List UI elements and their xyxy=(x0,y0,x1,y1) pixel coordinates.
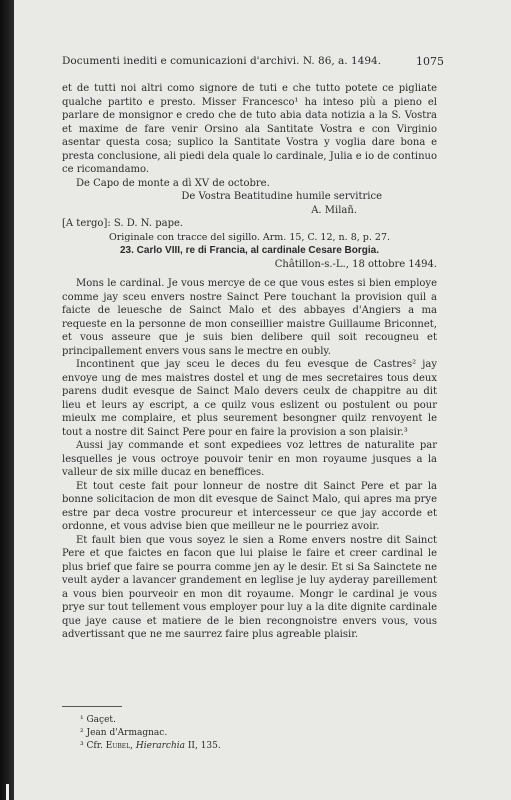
footnote-title: Hierarchia xyxy=(135,741,185,751)
document-paragraph: Incontinent que jay sceu le deces du feu evesque de Castres² jay envoye ung de mes maistres dostel et ung de mes secretaires tous deux parens dudit evesque de Sainct Malo devers ceulx de chappitre au dit lieu et leurs ay escript, a ce quilz vous eslizent ou postulent ou pour mieulx me complaire, et plus seurement besongner quilz renvoyent le tout a nostre dit Sainct Pere pour en faire la provision a son plaisir.³ xyxy=(62,359,437,438)
running-title: Documenti inediti e comunicazioni d'archivi. N. 86, a. 1494. xyxy=(62,55,382,67)
footnotes xyxy=(80,714,221,753)
document-place-date: Châtillon-s.-L., 18 ottobre 1494. xyxy=(274,258,437,270)
document-paragraph: Mons le cardinal. Je vous mercye de ce que vous estes si bien employe comme jay sceu envers nostre Sainct Pere touchant la provision quil a faicte de leuesche de Sainct Malo et des abbayes d'Angiers a ma requeste en la personne de mon conseillier maistre Guillaume Briconnet, et vous asseure que je suis bien delibere quil soit recougneu et principallement envers vous sans le mectre en oubly. xyxy=(62,278,437,357)
running-header xyxy=(62,55,444,68)
document-paragraph: Et tout ceste fait pour lonneur de nostre dit Sainct Pere et par la bonne solicitacion de mon dit evesque de Sainct Malo, qui apres ma prye estre par deca vostre procureur et intercesseur ce que jay accorde et ordonne, et vous advise bien que meilleur ne le pourriez avoir. xyxy=(62,480,437,532)
document-heading: 23. Carlo VIII, re di Francia, al cardinale Cesare Borgia. xyxy=(120,245,379,256)
letter-dateline: De Capo de monte a dì XV de octobre. xyxy=(76,177,270,189)
letter-source-note: Originale con tracce del sigillo. Arm. 15, C. 12, n. 8, p. 27. xyxy=(108,231,391,243)
page-body xyxy=(62,82,437,642)
letter-closing-paragraph: et de tutti noi altri como signore de tuti e che tutto potete ce pigliate qualche partito e presto. Misser Francesco¹ ha inteso più a pieno el parlare de monsignor e credo che de tuto abia data notizia a la S. Vostra et maxime de fare venir Orsino ala Santitate Vostra e con Virginio asentar questa cosa; suplico la Santitate Vostra y voglia dare bona e presta conclusione, ali piedi dela quale lo cardinale, Julia e io de continuo ce ricomandamo. xyxy=(62,83,437,175)
footnote: ³ Cfr. Eubel, Hierarchia II, 135. xyxy=(80,741,221,751)
document-text xyxy=(62,277,437,642)
footnote-rule xyxy=(62,706,122,707)
book-spine-shadow xyxy=(0,0,14,800)
letter-signature: A. Milañ. xyxy=(311,204,357,216)
letter-valediction: De Vostra Beatitudine humile servitrice xyxy=(181,191,382,202)
page-number: 1075 xyxy=(416,55,444,68)
document-paragraph: Aussi jay commande et sont expediees voz lettres de naturalite par lesquelles je vous octroye pouvoir tenir en mon royaume jusques a la valleur de six mille ducaz en beneffices. xyxy=(62,440,437,478)
footnote: ² Jean d'Armagnac. xyxy=(80,728,168,738)
footnote: ¹ Gaçet. xyxy=(80,715,116,725)
scan-edge-mark xyxy=(6,784,9,800)
document-paragraph: Et fault bien que vous soyez le sien a Rome envers nostre dit Sainct Pere et que faictes en facon que lui plaise le faire et creer cardinal le plus brief que faire se pourra comme jen ay le desir. Et si Sa Sainctete ne veult ayder a lavancer grandement en leglise je luy ayderay pareillement a vous bien pourveoir en mon dit royaume. Mongr le cardinal je vous prye sur tout tellement vous employer pour luy a la dite dignite cardinale que jaye cause et matiere de le bien recongnoistre envers vous, vous advertissant que ne me saurrez faire plus agreable plaisir. xyxy=(62,534,437,640)
letter-tergo: [A tergo]: S. D. N. pape. xyxy=(62,218,184,229)
footnote-author: Eubel, xyxy=(105,741,134,751)
